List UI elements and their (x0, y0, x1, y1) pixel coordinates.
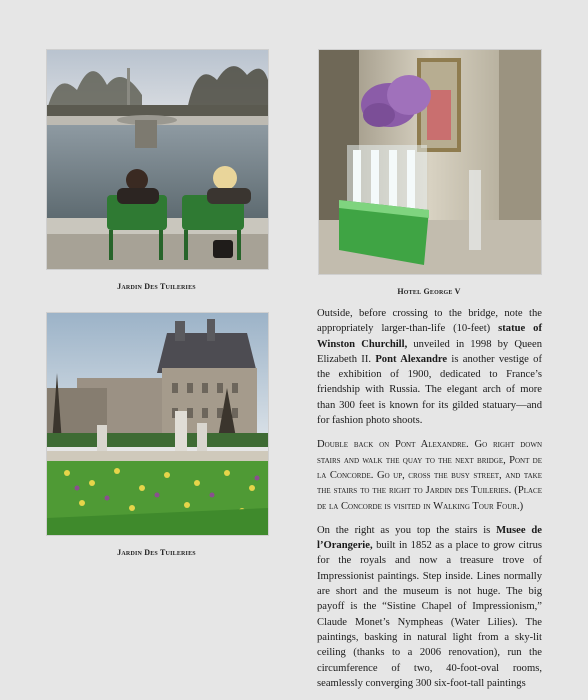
caption-tuileries-fountain: Jardin Des Tuileries (117, 282, 196, 291)
paragraph-churchill (317, 306, 542, 428)
hotel-lobby-image (319, 50, 541, 274)
text-segment: built in 1852 as a place to grow citrus for the royals and now a treasure trove of Impressionist paintings. Step inside. Lines normally are short and the museum is not huge. The big payoff is the “Sistine Chapel of Impressionism,” Claude Monet’s Nympheas (Water Lilies). The paintings, basking in natural light from a sky-lit ceiling (thanks to a 2006 renovation), run the circumference of two, 40-foot-oval rooms, seamlessly converging 300 six-foot-tall paintings (317, 540, 542, 689)
pont-alexandre-term: Pont Alexandre (375, 353, 448, 365)
fountain-image (47, 50, 268, 269)
louvre-garden-image (47, 313, 268, 535)
text-segment: On the right as you top the stairs is (317, 524, 497, 536)
text-segment: unveiled in 1998 by Queen Elizabeth II. (317, 338, 542, 365)
photo-hotel-george-v (318, 49, 542, 275)
churchill-statue-term: statue of Winston Churchill, (317, 323, 542, 350)
paragraph-orangerie (317, 523, 542, 691)
caption-hotel-george-v: Hotel George V (397, 287, 461, 296)
text-segment: Outside, before crossing to the bridge, note the appropriately larger-than-life (10-feet) (317, 308, 542, 335)
orangerie-term: Musee de l’Orangerie, (317, 524, 542, 552)
text-segment: is another vestige of the exhibition of 1900, dedicated to France’s friendship with Russia. The elegant arch of more than 300 feet is known for its gilded statuary—and for fashion photo shoots. (317, 353, 542, 427)
caption-tuileries-louvre: Jardin Des Tuileries (117, 548, 196, 557)
article-text (317, 306, 542, 700)
paragraph-directions: Double back on Pont Alexandre. Go right down stairs and walk the quay to the next bridge, Pont de la Concorde. Go up, cross the busy street, and take the stairs to the right to Jardin des Tuileries. (Place de la Concorde is visited in Walking Tour Four.) (317, 439, 542, 512)
photo-tuileries-fountain (46, 49, 269, 270)
photo-tuileries-louvre (46, 312, 269, 536)
